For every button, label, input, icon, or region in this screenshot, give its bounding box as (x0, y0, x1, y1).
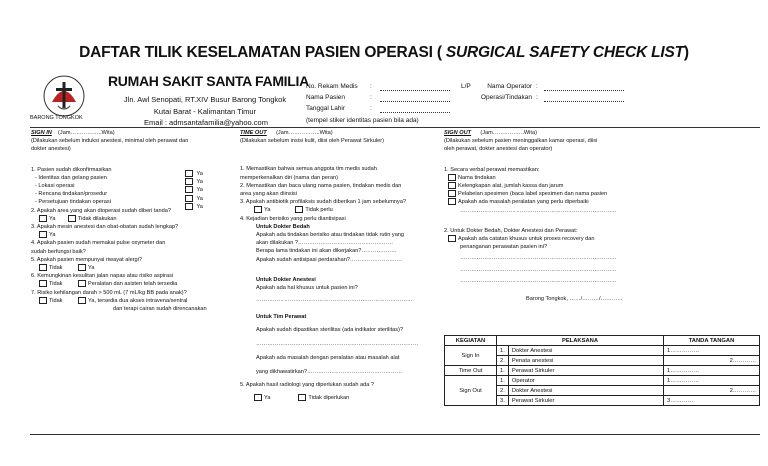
option-label: Ya (88, 265, 95, 272)
field-label: Nama Operator (487, 83, 532, 90)
colon: : (536, 94, 538, 101)
checkbox[interactable] (448, 235, 456, 242)
colon: : (370, 94, 372, 101)
dob-line[interactable] (380, 112, 450, 113)
title-main: DAFTAR TILIK KESELAMATAN PASIEN OPERASI ( (79, 44, 446, 61)
table-ttd[interactable]: 3………… (664, 396, 760, 406)
table-no: 3. (497, 396, 509, 406)
time-out-time: (Jam……………..Wita) (276, 130, 333, 136)
time-out-section (240, 129, 440, 402)
subhead-tim-perawat: Untuk Tim Perawat (256, 314, 307, 321)
table-pelaksana: Operator (508, 376, 663, 386)
option-label: Ya (196, 179, 203, 186)
sign-in-q4: 4. Apakah pasien sudah memakai pulse oxymeter dan (31, 240, 166, 247)
table-kegiatan: Time Out (445, 366, 497, 376)
sign-out-desc: (Dilakukan sebelum pasien meninggalkan kamar operasi, diisi (444, 138, 598, 145)
option-label: Peralatan dan asisten telah tersedia (88, 281, 178, 288)
name-line[interactable] (380, 101, 450, 102)
sign-in-q7: 7. Risiko kehilangan darah > 500 mL (7 mL/kg BB pada anak)? (31, 289, 187, 296)
table-ttd[interactable]: 2………… (664, 386, 760, 396)
sign-in-desc: (Dilakukan sebelum induksi anestesi, minimal oleh perawat dan (31, 138, 189, 145)
title-close: ) (683, 44, 689, 61)
sign-in-heading: SIGN IN (31, 130, 52, 136)
checkbox[interactable] (39, 297, 47, 304)
sign-in-q6: 6. Kemungkinan kesulitan jalan napas atau risiko aspirasi (31, 273, 174, 280)
table-ttd[interactable]: 2………… (664, 356, 760, 366)
title-italic: SURGICAL SAFETY CHECK LIST (445, 44, 684, 61)
field-label: Nama Pasien (306, 94, 346, 101)
sign-out-item: Nama tindakan (458, 174, 496, 181)
table-no: 2. (497, 356, 509, 366)
field-label: No. Rekam Medis (306, 83, 358, 90)
hospital-name: RUMAH SAKIT SANTA FAMILIA (108, 73, 309, 89)
sign-in-q7-cont: dan terapi cairan sudah direncanakan (113, 306, 207, 313)
logo-bottom-text: BARONG TONGKOK (30, 115, 83, 121)
sign-out-item: Kelengkapan alat, jumlah kassa dan jarum (458, 183, 564, 190)
address-line-1: Jln. Awl Senopati, RT.XIV Busur Barong Tongkok (123, 95, 287, 104)
dokter-anestesi-line: Apakah ada hal khusus untuk pasien ini? (256, 285, 358, 292)
checkbox[interactable] (185, 178, 193, 185)
option-label: Ya, tersedia dua akses intravena/sentral (88, 297, 188, 304)
rm-line[interactable] (380, 90, 450, 91)
option-label: Ya (196, 187, 203, 194)
checkbox[interactable] (68, 215, 76, 222)
table-header: TANDA TANGAN (664, 336, 760, 346)
sign-out-time: (Jam……………..Wita) (480, 130, 537, 136)
hospital-address (116, 94, 294, 118)
patient-colons (370, 81, 372, 114)
checkbox[interactable] (448, 174, 456, 181)
operator-fields (476, 81, 532, 103)
sign-out-q1: 1. Secara verbal perawat memastikan: (444, 166, 540, 173)
option-label: Tidak (49, 265, 63, 272)
tim-perawat-line: …………………………………………………………………………… (256, 340, 419, 347)
sign-out-item: Apakah ada masalah peralatan yang perlu diperbaiki (458, 199, 589, 206)
option-label: Tidak diperlukan (308, 394, 350, 401)
operator-colons (536, 81, 538, 103)
sign-in-q1: 1. Pasien sudah dikonfirmasikan (31, 166, 112, 173)
dokter-bedah-line: Apakah sudah antisipasi perdarahan?………………………. (256, 256, 402, 263)
checkbox[interactable] (185, 170, 193, 177)
sign-in-q1-item: - Identitas dan gelang pasien (35, 174, 107, 181)
field-label: Tanggal Lahir (306, 105, 346, 112)
sign-in-q5: 5. Apakah pasien mempunyai riwayat alergi? (31, 256, 143, 263)
colon: : (536, 83, 538, 90)
time-out-q1: memperkenalkan diri (nama dan peran) (240, 174, 338, 181)
header-divider (30, 127, 760, 128)
checkbox[interactable] (254, 206, 262, 213)
sign-out-line: ………………………………………………………………………… (460, 207, 617, 214)
option-label: Ya (196, 203, 203, 210)
checkbox[interactable] (185, 186, 193, 193)
table-no: 1. (497, 346, 509, 356)
subhead-dokter-anestesi: Untuk Dokter Anestesi (256, 276, 316, 283)
sign-in-ya-column (185, 170, 203, 211)
sign-out-date: Barong Tongkok, ……/………/………… (526, 296, 623, 303)
sign-in-desc: dokter anestesi) (31, 146, 71, 153)
checkbox[interactable] (39, 215, 47, 222)
checkbox[interactable] (298, 394, 306, 401)
time-out-desc: (Dilakukan sebelum insisi kulit, diisi oleh Perawat Sirkuler) (240, 138, 384, 145)
checkbox[interactable] (448, 198, 456, 205)
dokter-anestesi-line: ………………………………………………………………………… (256, 297, 413, 304)
table-ttd[interactable]: 1…………… (664, 346, 760, 356)
time-out-q2: 2. Memastikan dan baca ulang nama pasien, tindakan medis dan (240, 182, 402, 189)
address-line-2: Kutai Barat - Kalimantan Timur (153, 107, 257, 116)
table-pelaksana: Perawat Sirkuler (508, 396, 663, 406)
time-out-q5: 5. Apakah hasil radiologi yang diperlukan sudah ada ? (240, 382, 375, 389)
sign-out-line: ………………………………………………………………………… (460, 255, 617, 262)
dokter-bedah-line: Berapa lama tindakan ini akan dikerjakan?………………. (256, 248, 397, 255)
table-no: 1. (497, 366, 509, 376)
option-label: Ya (49, 215, 56, 222)
checkbox[interactable] (448, 182, 456, 189)
colon: : (370, 105, 372, 112)
checkbox[interactable] (39, 231, 47, 238)
table-kegiatan: Sign Out (445, 376, 497, 406)
tim-perawat-line: Apakah sudah dipastikan sterilitas (ada indikator sterilitas)? (256, 326, 404, 333)
colon: : (370, 83, 372, 90)
checkbox[interactable] (185, 203, 193, 210)
subhead-dokter-bedah: Untuk Dokter Bedah (256, 223, 310, 230)
hospital-logo (28, 72, 100, 124)
option-label: Tidak (49, 281, 63, 288)
sign-in-time: (Jam……………..Wita) (58, 130, 115, 136)
sign-out-q2-text: penanganan perawatan pasien ini? (460, 244, 548, 251)
sign-out-desc: oleh perawat, dokter anestesi dan operator) (444, 146, 553, 153)
table-kegiatan: Sign In (445, 346, 497, 366)
time-out-q2: area yang akan diinsisi (240, 191, 297, 198)
gender-label: L/P (461, 83, 471, 90)
option-label: Ya (264, 207, 271, 214)
sticker-note: (tempel stiker identitas pasien bila ada) (306, 117, 419, 124)
sign-in-q1-item: - Lokasi operasi (35, 183, 75, 190)
tim-perawat-line: yang dikhawatirkan?…………………………………………… (256, 369, 403, 376)
checkbox[interactable] (448, 190, 456, 197)
signature-table (444, 335, 760, 406)
sign-out-line: ………………………………………………………………………… (460, 277, 617, 284)
option-label: Ya (196, 195, 203, 202)
table-pelaksana: Perawat Sirkuler (508, 366, 663, 376)
footer-divider (30, 434, 760, 435)
tim-perawat-line: Apakah ada masalah dengan peralatan atau masalah alat (256, 355, 400, 362)
option-label: Tidak (49, 297, 63, 304)
table-pelaksana: Dokter Anestesi (508, 386, 663, 396)
checkbox[interactable] (254, 394, 262, 401)
table-ttd[interactable]: 1…………… (664, 366, 760, 376)
checkbox[interactable] (39, 280, 47, 287)
checkbox[interactable] (39, 264, 47, 271)
field-label: Operasi/Tindakan (480, 94, 532, 101)
sign-out-item: Pelabelan spesimen (baca label spesimen dan nama pasien (458, 191, 608, 198)
checkbox[interactable] (185, 195, 193, 202)
option-label: Tidak dilakukan (77, 215, 117, 222)
time-out-q3: 3. Apakah antibiotik profilaksis sudah diberikan 1 jam sebelumnya? (240, 199, 407, 206)
sign-out-q2: 2. Untuk Dokter Bedah, Dokter Anestesi dan Perawat: (444, 227, 578, 234)
time-out-heading: TIME OUT (240, 130, 267, 136)
hospital-email: Email : admsantafamilia@yahoo.com (144, 118, 268, 127)
table-no: 1. (497, 376, 509, 386)
sign-in-q3: 3. Apakah mesin anestesi dan obat-obatan sudah lengkap? (31, 224, 179, 231)
checkbox[interactable] (78, 297, 86, 304)
sign-out-section (444, 129, 760, 303)
time-out-q1: 1. Memastikan bahwa semua anggota tim medis sudah (240, 166, 377, 173)
time-out-q4: 4. Kejadian berisiko yang perlu diantisipasi (240, 215, 346, 222)
operator-line[interactable] (544, 90, 624, 91)
table-ttd[interactable]: 1…………… (664, 376, 760, 386)
table-header: PELAKSANA (497, 336, 664, 346)
sign-out-heading: SIGN OUT (444, 130, 472, 136)
dokter-bedah-line: akan dilakukan ?…………………………………………… (256, 240, 394, 247)
form-title (0, 44, 768, 62)
option-label: Ya (196, 171, 203, 177)
dokter-bedah-line: Apakah ada tindakan berisiko atau tindakan tidak rutin yang (256, 232, 405, 239)
option-label: Tidak perlu (305, 207, 333, 214)
option-label: Ya (49, 232, 56, 239)
option-label: Ya (264, 394, 271, 401)
checkbox[interactable] (295, 206, 303, 213)
checkbox[interactable] (78, 264, 86, 271)
table-pelaksana: Penata anestesi (508, 356, 663, 366)
sign-in-q1-item: - Persetujuan tindakan operasi (35, 199, 111, 206)
checkbox[interactable] (78, 280, 86, 287)
sign-in-q2: 2. Apakah area yang akan dioperasi sudah diberi tanda? (31, 207, 171, 214)
sign-out-q2-text: Apakah ada catatan khusus untuk proses recovery dan (458, 236, 595, 243)
sign-in-q4: sudah berfungsi baik? (31, 248, 86, 255)
sign-in-q1-item: - Rencana tindakan/prosedur (35, 191, 108, 198)
procedure-line[interactable] (544, 101, 624, 102)
sign-out-line: ………………………………………………………………………… (460, 266, 617, 273)
patient-fields (306, 81, 358, 114)
table-pelaksana: Dokter Anestesi (508, 346, 663, 356)
table-no: 2. (497, 386, 509, 396)
sign-in-section (31, 129, 236, 313)
table-header: KEGIATAN (445, 336, 497, 346)
